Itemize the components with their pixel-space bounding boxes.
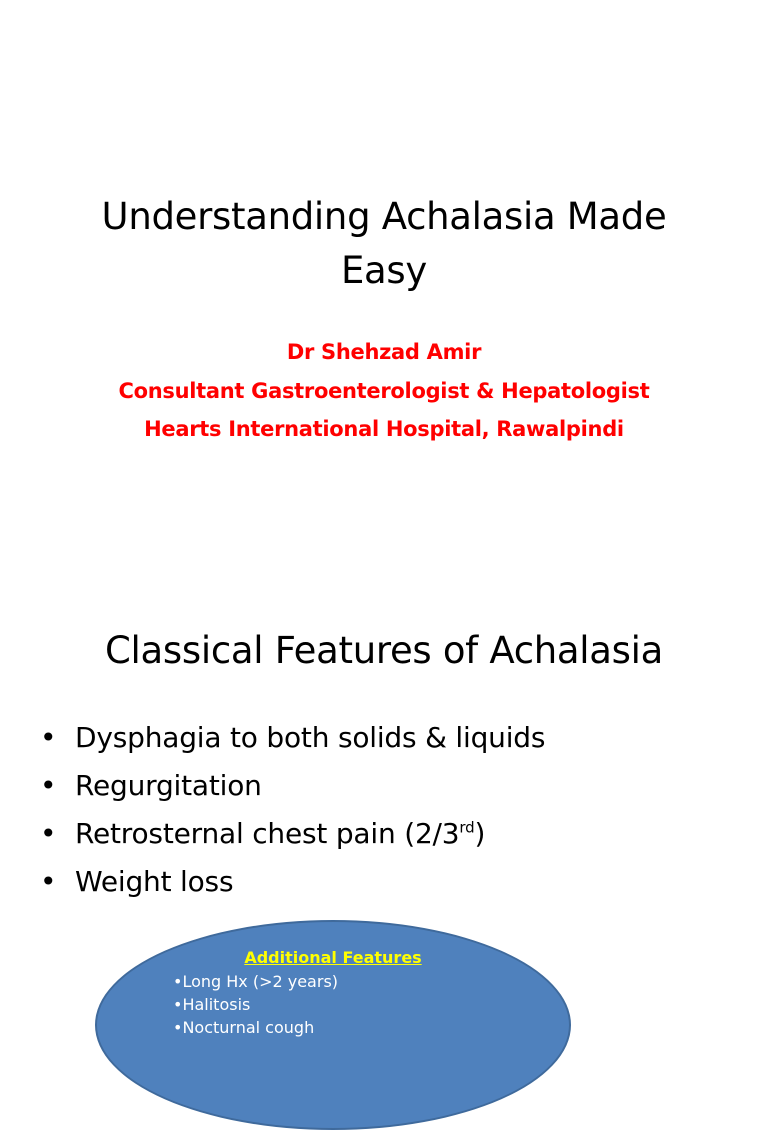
bullet-marker: • [40, 865, 57, 898]
slide2-title: Classical Features of Achalasia [105, 629, 663, 672]
list-item: •Halitosis [173, 995, 251, 1014]
slide1-title [0, 190, 768, 298]
bullet-superscript: rd [459, 818, 475, 837]
bullet-marker: • [40, 817, 57, 850]
callout-list [173, 970, 571, 1039]
list-item [40, 858, 740, 906]
bullet-marker: • [40, 769, 57, 802]
callout-content [95, 946, 571, 1039]
feature-bullet-list [40, 714, 740, 906]
bullet-text-after: ) [474, 817, 486, 850]
author-affiliation: Hearts International Hospital, Rawalpindi [144, 417, 624, 441]
list-item [40, 810, 740, 858]
author-block [0, 333, 768, 449]
list-item [40, 714, 740, 762]
bullet-text: Retrosternal chest pain (2/3 [75, 817, 460, 850]
author-role: Consultant Gastroenterologist & Hepatologist [118, 378, 650, 403]
bullet-text: Weight loss [75, 865, 234, 898]
bullet-marker: • [40, 721, 57, 754]
bullet-text: Dysphagia to both solids & liquids [75, 721, 546, 754]
callout-title: Additional Features [244, 948, 422, 967]
list-item: •Nocturnal cough [173, 1018, 315, 1037]
list-item: •Long Hx (>2 years) [173, 972, 339, 991]
list-item [40, 762, 740, 810]
slide1-title-line2: Easy [340, 249, 428, 292]
bullet-text: Regurgitation [75, 769, 262, 802]
slide1-title-line1: Understanding Achalasia Made [101, 195, 667, 238]
author-name: Dr Shehzad Amir [286, 340, 482, 364]
